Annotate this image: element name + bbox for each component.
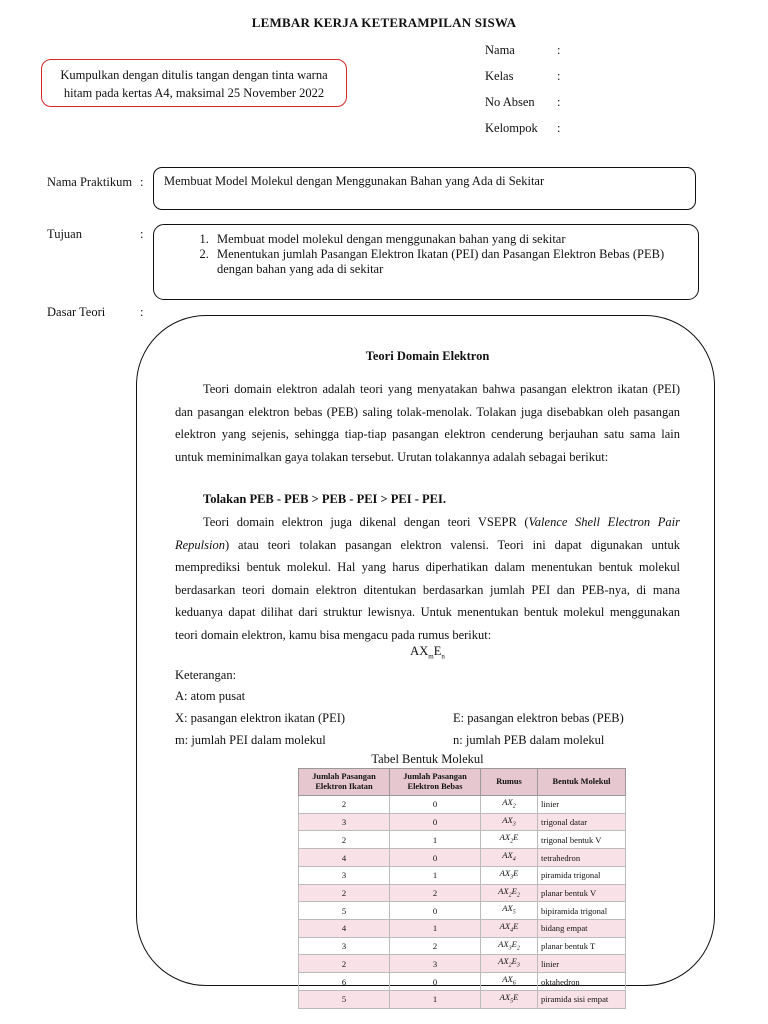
formula-sub-n: n [441,652,445,661]
table-row [299,796,626,814]
identity-label: Kelompok [485,121,538,135]
keterangan-a: A: atom pusat [175,689,246,703]
table-row [299,831,626,849]
dasar-teori-colon: : [140,305,144,319]
notice-line-2: hitam pada kertas A4, maksimal 25 November 2022 [63,86,325,100]
paragraph-2-text-b: ) atau teori tolakan pasangan elektron valensi. Teori ini dapat digunakan untuk memprediksi bentuk molekul. Hal yang harus diperhatikan dalam menentukan bentuk molekul berdasarkan teori domain elektron ditentukan berdasarkan jumlah PEI dan PEB-nya, di mana keduanya dapat dilihat dari struktur lewisnya. Untuk menentukan bentuk molekul menggunakan teori domain elektron, kamu bisa mengacu pada rumus berikut: [175,537,680,642]
cell-bentuk: planar bentuk V [538,884,626,902]
header-rumus: Rumus [481,769,538,796]
cell-peb: 0 [390,973,481,991]
cell-rumus: $AX_6$ [481,973,538,991]
theory-heading: Teori Domain Elektron [365,349,490,363]
tujuan-label: Tujuan [47,227,82,241]
table-row [299,866,626,884]
cell-peb: 3 [390,955,481,973]
table-row [299,849,626,867]
identity-colon: : [557,95,561,109]
cell-bentuk: planar bentuk T [538,937,626,955]
cell-peb: 0 [390,813,481,831]
cell-bentuk: oktahedron [538,973,626,991]
cell-pei: 3 [299,866,390,884]
cell-rumus: $AX_3$ [481,813,538,831]
praktikum-label: Nama Praktikum [47,175,133,189]
identity-label: Nama [485,43,515,57]
table-row [299,813,626,831]
cell-bentuk: linier [538,955,626,973]
cell-pei: 2 [299,831,390,849]
theory-paragraph-2 [175,511,680,646]
molecular-shape-table [298,768,626,1009]
cell-rumus: $AX_2E_2$ [481,884,538,902]
identity-colon: : [557,43,561,57]
cell-bentuk: linier [538,796,626,814]
identity-label: Kelas [485,69,514,83]
table-row [299,902,626,920]
table-row [299,884,626,902]
cell-bentuk: piramida sisi empat [538,990,626,1008]
cell-pei: 4 [299,920,390,938]
table-row [299,920,626,938]
cell-peb: 1 [390,990,481,1008]
cell-pei: 3 [299,813,390,831]
cell-pei: 3 [299,937,390,955]
cell-bentuk: trigonal bentuk V [538,831,626,849]
praktikum-value: Membuat Model Molekul dengan Menggunakan Bahan yang Ada di Sekitar [164,174,545,188]
cell-pei: 6 [299,973,390,991]
cell-peb: 1 [390,866,481,884]
cell-bentuk: piramida trigonal [538,866,626,884]
cell-peb: 0 [390,796,481,814]
praktikum-colon: : [140,175,144,189]
cell-peb: 2 [390,937,481,955]
table-row [299,990,626,1008]
cell-rumus: $AX_3E$ [481,866,538,884]
vsepr-term: Valence Shell Electron Pair Repulsion [175,515,680,552]
identity-colon: : [557,69,561,83]
table-row [299,937,626,955]
formula-ax: AX [410,644,429,658]
tujuan-item: 1. Membuat model molekul dengan menggunakan bahan yang di sekitar [212,232,698,247]
cell-pei: 2 [299,955,390,973]
formula-sub-m: m [428,652,434,661]
submission-notice [41,59,347,107]
praktikum-field [153,167,696,210]
identity-label: No Absen [485,95,535,109]
identity-row-no-absen [485,95,560,110]
cell-peb: 0 [390,849,481,867]
cell-pei: 4 [299,849,390,867]
cell-peb: 2 [390,884,481,902]
cell-rumus: $AX_2E_3$ [481,955,538,973]
cell-pei: 2 [299,796,390,814]
cell-pei: 5 [299,902,390,920]
keterangan-label: Keterangan: [175,668,237,682]
cell-rumus: $AX_5E$ [481,990,538,1008]
header-bentuk: Bentuk Molekul [538,769,626,796]
notice-line-1: Kumpulkan dengan ditulis tangan dengan tinta warna [60,68,328,82]
theory-paragraph-1: Teori domain elektron adalah teori yang menyatakan bahwa pasangan elektron ikatan (PEI) dan pasangan elektron bebas (PEB) saling tolak-menolak. Tolakan juga disebabkan oleh pasangan elektron yang sejenis, sehingga tiap-tiap pasangan elektron cenderung berjauhan satu sama lain untuk meminimalkan gaya tolakan tersebut. Urutan tolakannya adalah sebagai berikut: [175,382,680,464]
cell-rumus: $AX_2E$ [481,831,538,849]
dasar-teori-label: Dasar Teori [47,305,106,319]
cell-rumus: $AX_2$ [481,796,538,814]
cell-bentuk: trigonal datar [538,813,626,831]
header-pei: Jumlah Pasangan Elektron Ikatan [299,769,390,796]
tujuan-list [154,232,698,277]
cell-bentuk: bidang empat [538,920,626,938]
table-row [299,973,626,991]
cell-peb: 1 [390,920,481,938]
keterangan-m: m: jumlah PEI dalam molekul [175,733,326,747]
cell-rumus: $AX_3E_2$ [481,937,538,955]
identity-row-kelompok [485,121,560,136]
table-header-row [299,769,626,796]
table-caption: Tabel Bentuk Molekul [371,752,484,766]
keterangan-x: X: pasangan elektron ikatan (PEI) [175,711,346,725]
header-peb: Jumlah Pasangan Elektron Bebas [390,769,481,796]
cell-pei: 5 [299,990,390,1008]
worksheet-title: LEMBAR KERJA KETERAMPILAN SISWA [251,15,517,30]
dasar-teori-box [136,315,715,1005]
formula [175,644,680,661]
keterangan-e: E: pasangan elektron bebas (PEB) [453,711,624,725]
identity-row-nama [485,43,560,58]
cell-bentuk: bipiramida trigonal [538,902,626,920]
cell-rumus: $AX_4$ [481,849,538,867]
cell-pei: 2 [299,884,390,902]
cell-peb: 0 [390,902,481,920]
tujuan-colon: : [140,227,144,241]
paragraph-2-text-a: Teori domain elektron juga dikenal dengan teori VSEPR ( [203,515,529,529]
cell-peb: 1 [390,831,481,849]
cell-rumus: $AX_4E$ [481,920,538,938]
tujuan-field [153,224,699,300]
cell-bentuk: tetrahedron [538,849,626,867]
identity-row-kelas [485,69,560,84]
formula-e: E [433,644,442,658]
cell-rumus: $AX_5$ [481,902,538,920]
keterangan-n: n: jumlah PEB dalam molekul [453,733,605,747]
table-row [299,955,626,973]
tujuan-item: 2. Menentukan jumlah Pasangan Elektron Ikatan (PEI) dan Pasangan Elektron Bebas (PEB) dengan bahan yang ada di sekitar [212,247,698,277]
identity-colon: : [557,121,561,135]
repulsion-order: Tolakan PEB - PEB > PEB - PEI > PEI - PEI. [203,492,446,506]
